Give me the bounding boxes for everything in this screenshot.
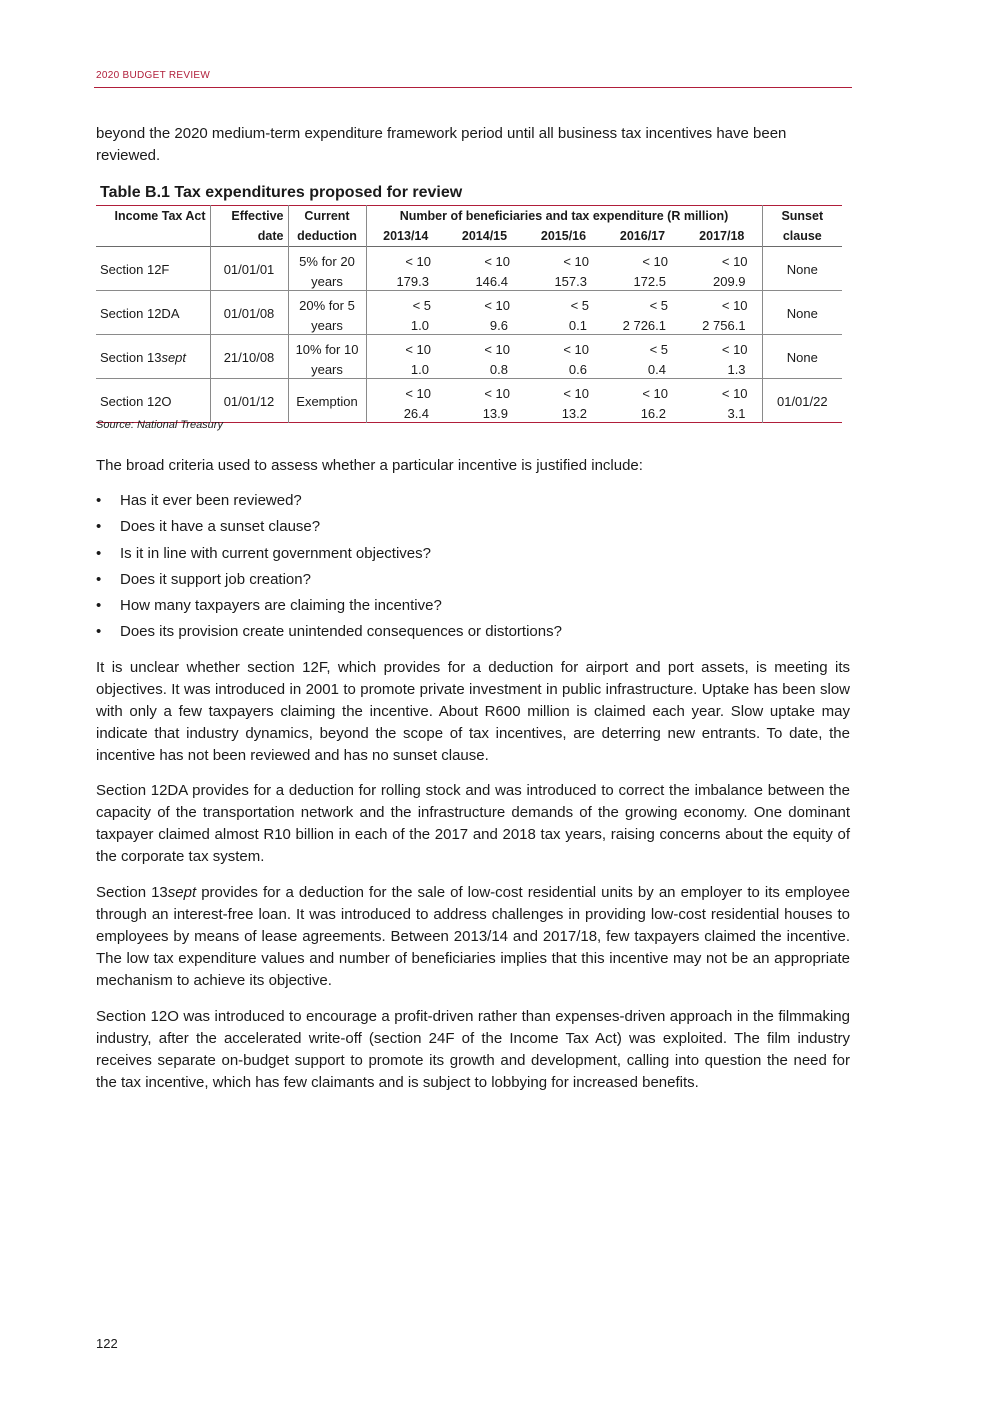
deduction-cell: years [288, 357, 366, 379]
header-year-2017-18: 2017/18 [682, 226, 762, 247]
beneficiaries-cell: < 10 [405, 254, 431, 269]
header-year-2016-17: 2016/17 [619, 229, 666, 243]
list-item: • How many taxpayers are claiming the incentive? [96, 594, 850, 620]
header-deduction: deduction [288, 226, 366, 247]
sunset-cell: None [786, 306, 818, 321]
tax-expenditure-table [96, 205, 842, 423]
expenditure-cell: 0.8 [445, 357, 524, 379]
bullet-icon: • [96, 492, 102, 509]
header-income-tax-act: Income Tax Act [96, 206, 210, 227]
expenditure-cell: 2 726.1 [603, 313, 682, 335]
expenditure-cell: 1.0 [366, 313, 445, 335]
paragraph-section-12da: Section 12DA provides for a deduction for rolling stock and was introduced to correct the imbalance between the capacity of the transportation network and the infrastructure demands of the growing economy. One dominant taxpayer claimed almost R10 billion in each of the 2017 and 2018 tax years, raising concerns about the equity of the corporate tax system. [96, 782, 850, 865]
header-year-2014-15: 2014/15 [461, 229, 508, 243]
bullet-icon: • [96, 623, 102, 641]
header-current: Current [288, 206, 366, 227]
deduction-cell: years [288, 313, 366, 335]
tax-expenditure-table-wrapper [96, 205, 842, 423]
header-year-2015-16: 2015/16 [540, 229, 587, 243]
header-effective: Effective [210, 206, 288, 227]
running-header: 2020 BUDGET REVIEW [96, 70, 211, 81]
beneficiaries-cell: < 10 [563, 342, 589, 357]
expenditure-cell: 209.9 [682, 269, 762, 291]
deduction-cell: Exemption [288, 379, 366, 423]
sunset-cell: None [786, 262, 818, 277]
deduction-cell: years [288, 269, 366, 291]
paragraph-section-12o: Section 12O was introduced to encourage a profit-driven rather than expenses-driven approach in the filmmaking industry, after the accelerated write-off (section 24F of the Income Tax Act) was exploited. The film industry receives separate on-budget support to promote its growth and development, calling into question the need for the tax incentive, which has few claimants and is subject to lobbying for increased benefits. [96, 1008, 850, 1091]
expenditure-cell: 1.0 [366, 357, 445, 379]
expenditure-cell: 16.2 [603, 401, 682, 423]
expenditure-cell: 13.9 [445, 401, 524, 423]
section-cell: Section 13sept [96, 335, 210, 379]
deduction-cell: 10% for 10 [288, 335, 366, 358]
effective-date-cell: 01/01/12 [210, 379, 288, 423]
effective-date-cell: 21/10/08 [210, 335, 288, 379]
beneficiaries-cell: < 10 [484, 254, 510, 269]
beneficiaries-cell: < 10 [484, 298, 510, 313]
expenditure-cell: 2 756.1 [682, 313, 762, 335]
expenditure-cell: 157.3 [524, 269, 603, 291]
sunset-cell: 01/01/22 [776, 394, 828, 409]
table-row [96, 335, 842, 358]
list-item: • Is it in line with current government objectives? [96, 542, 850, 568]
beneficiaries-cell: < 10 [405, 386, 431, 401]
table-row [96, 379, 842, 402]
table-header-row-2 [96, 226, 842, 247]
expenditure-cell: 26.4 [366, 401, 445, 423]
bullet-icon: • [96, 544, 102, 562]
header-blank [96, 226, 210, 247]
beneficiaries-cell: < 10 [682, 335, 762, 358]
header-clause: clause [782, 229, 822, 243]
beneficiaries-cell: < 10 [682, 291, 762, 314]
expenditure-cell: 9.6 [445, 313, 524, 335]
table-title: Table B.1 Tax expenditures proposed for review [100, 184, 463, 201]
beneficiaries-cell: < 10 [484, 386, 510, 401]
list-item: • Does it support job creation? [96, 568, 850, 594]
expenditure-cell: 13.2 [524, 401, 603, 423]
beneficiaries-cell: < 10 [563, 386, 589, 401]
list-item: • Does it have a sunset clause? [96, 515, 850, 541]
bullet-icon: • [96, 518, 102, 536]
expenditure-cell: 3.1 [682, 401, 762, 423]
beneficiaries-cell: < 10 [682, 379, 762, 402]
header-rule [94, 87, 852, 88]
beneficiaries-cell: < 10 [642, 254, 668, 269]
criteria-intro: The broad criteria used to assess whether a particular incentive is justified include: [96, 457, 643, 474]
page-number: 122 [96, 1336, 118, 1351]
beneficiaries-cell: < 10 [563, 254, 589, 269]
paragraph-section-12f: It is unclear whether section 12F, which provides for a deduction for airport and port assets, is meeting its objectives. It was introduced in 2001 to promote private investment in public infrastructure. Uptake has been slow with only a few taxpayers claiming the incentive. About R600 million is claimed each year. Slow uptake may indicate that industry dynamics, beyond the scope of tax incentives, are deterring new entrants. To date, the incentive has not been reviewed and has no sunset clause. [96, 659, 850, 764]
deduction-cell: 20% for 5 [288, 291, 366, 314]
beneficiaries-cell: < 10 [642, 386, 668, 401]
expenditure-cell: 179.3 [366, 269, 445, 291]
expenditure-cell: 172.5 [603, 269, 682, 291]
table-row [96, 247, 842, 270]
section-cell: Section 12O [96, 379, 210, 423]
table-header-row-1 [96, 206, 842, 227]
section-cell: Section 12DA [96, 291, 210, 335]
intro-paragraph: beyond the 2020 medium-term expenditure framework period until all business tax incentives have been reviewed. [96, 125, 787, 164]
section-cell: Section 12F [96, 247, 210, 291]
expenditure-cell: 1.3 [682, 357, 762, 379]
effective-date-cell: 01/01/01 [210, 247, 288, 291]
header-date: date [210, 226, 288, 247]
beneficiaries-cell: < 5 [570, 298, 589, 313]
beneficiaries-cell: < 5 [649, 342, 668, 357]
deduction-cell: 5% for 20 [288, 247, 366, 270]
sunset-cell: None [786, 350, 818, 365]
effective-date-cell: 01/01/08 [210, 291, 288, 335]
header-number-of-beneficiaries: Number of beneficiaries and tax expenditure (R million) [366, 206, 762, 227]
table-source-note: Source: National Treasury [96, 419, 223, 431]
header-sunset: Sunset [781, 209, 824, 223]
beneficiaries-cell: < 5 [649, 298, 668, 313]
header-year-2013-14: 2013/14 [383, 229, 429, 243]
paragraph-section-13sept: Section 13sept provides for a deduction for the sale of low-cost residential units by an employer to its employee through an interest-free loan. It was introduced to address challenges in providing low-cost residential houses to employees by means of lease agreements. Between 2013/14 and 2017/18, few taxpayers claimed the incentive. The low tax expenditure values and number of beneficiaries implies that this incentive may not be an appropriate mechanism to achieve its objective. [96, 884, 850, 989]
beneficiaries-cell: < 10 [484, 342, 510, 357]
list-item: • Has it ever been reviewed? [96, 489, 850, 515]
criteria-list [96, 489, 850, 647]
bullet-icon: • [96, 597, 102, 615]
table-row [96, 291, 842, 314]
expenditure-cell: 146.4 [445, 269, 524, 291]
expenditure-cell: 0.1 [524, 313, 603, 335]
expenditure-cell: 0.6 [524, 357, 603, 379]
list-item: • Does its provision create unintended consequences or distortions? [96, 620, 850, 646]
expenditure-cell: 0.4 [603, 357, 682, 379]
beneficiaries-cell: < 10 [682, 247, 762, 270]
bullet-icon: • [96, 570, 102, 588]
beneficiaries-cell: < 5 [412, 298, 431, 313]
beneficiaries-cell: < 10 [405, 342, 431, 357]
